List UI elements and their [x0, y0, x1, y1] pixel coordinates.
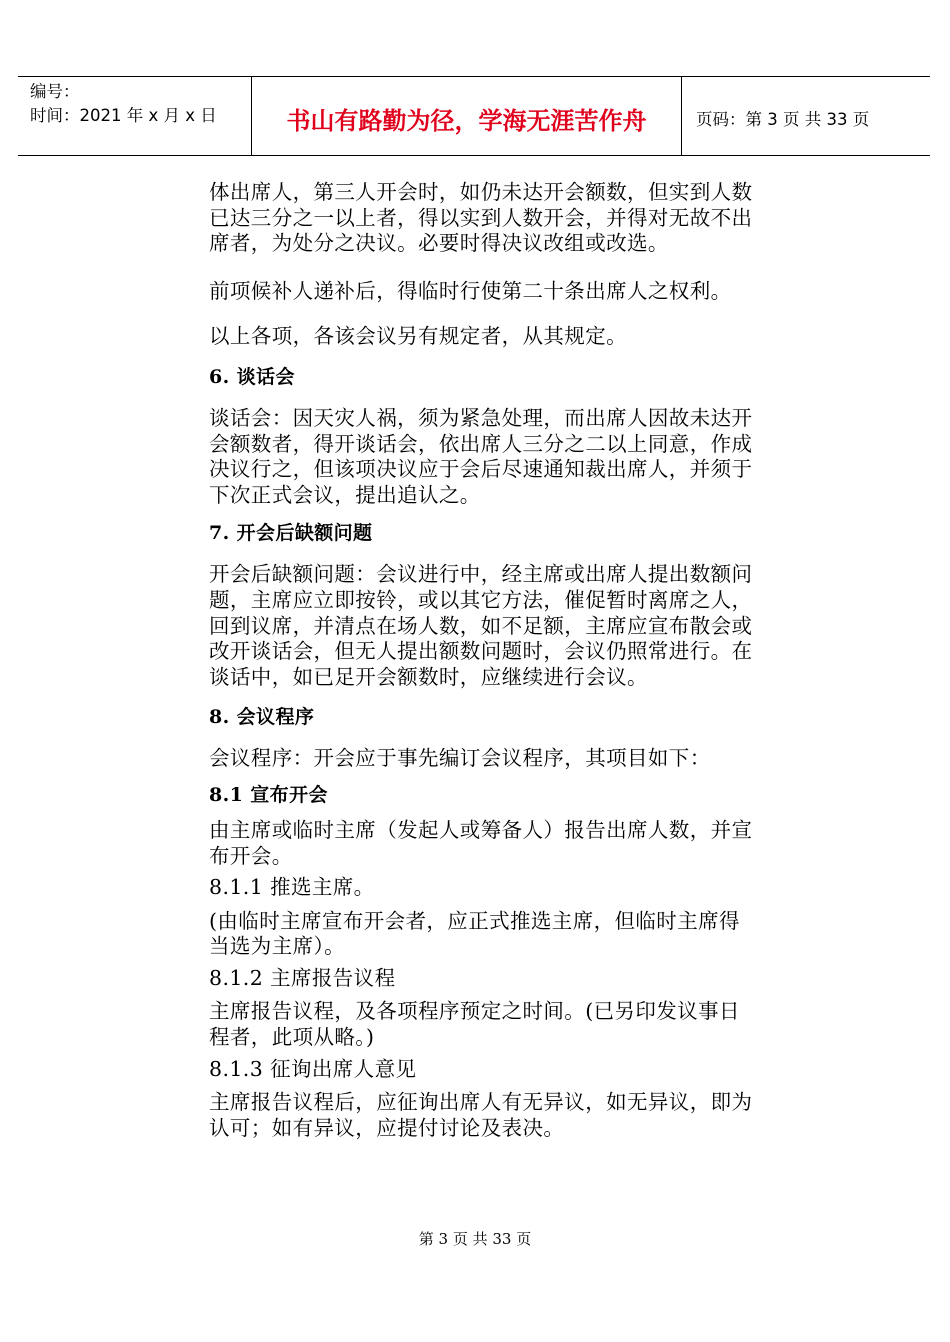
document-body — [209, 180, 754, 1141]
subsection-label: 8.1.3 征询出席人意见 — [209, 1056, 417, 1081]
paragraph: 开会后缺额问题：会议进行中，经主席或出席人提出数额问题，主席应立即按铃，或以其它方法，催促暂时离席之人，回到议席，并清点在场人数，如不足额，主席应宣布散会或改开谈话会，但无人提出额数问题时，会议仍照常进行。在谈话中，如已足开会额数时，应继续进行会议。 — [209, 562, 753, 689]
page-header — [18, 76, 930, 156]
paragraph: 体出席人，第三人开会时，如仍未达开会额数，但实到人数已达三分之一以上者，得以实到人数开会，并得对无故不出席者，为处分之决议。必要时得决议改组或改选。 — [209, 180, 753, 256]
time-label: 时间：2021 年 x 月 x 日 — [30, 106, 217, 125]
paragraph: 会议程序：开会应于事先编订会议程序，其项目如下： — [209, 746, 711, 771]
subsection-label: 8.1.2 主席报告议程 — [209, 965, 396, 990]
paragraph: 由主席或临时主席（发起人或筹备人）报告出席人数，并宣布开会。 — [209, 817, 753, 868]
section-heading: 7. 开会后缺额问题 — [209, 522, 373, 545]
paragraph: 主席报告议程后，应征询出席人有无异议，如无异议，即为认可；如有异议，应提付讨论及表决。 — [209, 1090, 753, 1140]
header-page-info: 页码：第 3 页 共 33 页 — [696, 110, 870, 129]
paragraph: 前项候补人递补后，得临时行使第二十条出席人之权利。 — [209, 278, 732, 303]
section-heading: 8. 会议程序 — [209, 706, 315, 729]
paragraph: (由临时主席宣布开会者，应正式推选主席，但临时主席得当选为主席）。 — [209, 908, 740, 959]
page-footer: 第 3 页 共 33 页 — [418, 1230, 532, 1248]
paragraph: 以上各项，各该会议另有规定者，从其规定。 — [209, 324, 627, 349]
paragraph: 主席报告议程，及各项程序预定之时间。(已另印发议事日程者，此项从略。) — [209, 999, 740, 1050]
number-label: 编号： — [30, 82, 80, 101]
header-motto: 书山有路勤为径，学海无涯苦作舟 — [252, 77, 682, 155]
header-meta — [18, 77, 252, 155]
subsection-heading: 8.1 宣布开会 — [209, 783, 328, 806]
subsection-label: 8.1.1 推选主席。 — [209, 875, 375, 900]
section-heading: 6. 谈话会 — [209, 365, 295, 388]
paragraph: 谈话会：因天灾人祸，须为紧急处理，而出席人因故未达开会额数者，得开谈话会，依出席人三分之二以上同意，作成决议行之，但该项决议应于会后尽速通知裁出席人，并须于下次正式会议，提出追认之。 — [209, 405, 753, 507]
